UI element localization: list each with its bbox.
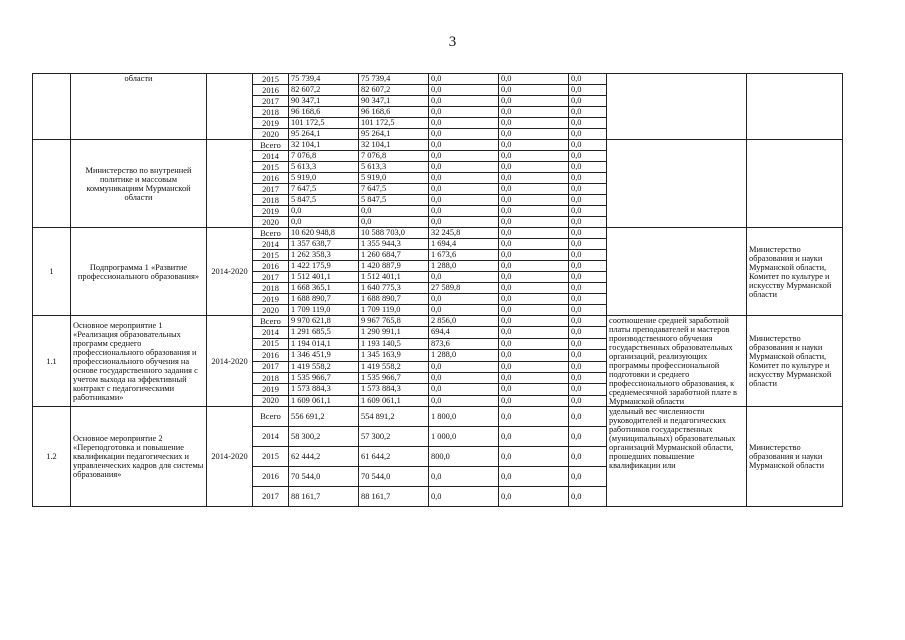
amount-cell: 800,0 <box>429 447 499 467</box>
amount-cell: 0,0 <box>499 107 569 118</box>
amount-cell: 75 739,4 <box>359 74 429 85</box>
amount-cell: 0,0 <box>569 327 607 338</box>
amount-cell: 101 172,5 <box>359 118 429 129</box>
year-cell: 2014 <box>253 239 289 250</box>
amount-cell: 873,6 <box>429 338 499 349</box>
amount-cell: 7 076,8 <box>359 151 429 162</box>
amount-cell: 1 000,0 <box>429 427 499 447</box>
amount-cell: 7 076,8 <box>289 151 359 162</box>
year-cell: 2017 <box>253 96 289 107</box>
amount-cell: 1 609 061,1 <box>289 395 359 406</box>
amount-cell: 0,0 <box>569 173 607 184</box>
amount-cell: 0,0 <box>429 85 499 96</box>
amount-cell: 0,0 <box>429 173 499 184</box>
row-number: 1.1 <box>33 316 71 407</box>
amount-cell: 0,0 <box>429 487 499 507</box>
amount-cell: 1 694,4 <box>429 239 499 250</box>
amount-cell: 1 573 884,3 <box>359 384 429 395</box>
year-cell: Всего <box>253 140 289 151</box>
amount-cell: 0,0 <box>499 407 569 427</box>
table-row <box>33 407 843 427</box>
executor-cell: Министерство образования и науки Мурманской области <box>747 407 843 507</box>
amount-cell: 58 300,2 <box>289 427 359 447</box>
amount-cell: 0,0 <box>429 217 499 228</box>
year-cell: 2014 <box>253 427 289 447</box>
amount-cell: 0,0 <box>569 151 607 162</box>
amount-cell: 5 613,3 <box>359 162 429 173</box>
year-cell: 2016 <box>253 173 289 184</box>
amount-cell: 0,0 <box>569 96 607 107</box>
amount-cell: 0,0 <box>499 118 569 129</box>
year-cell: 2015 <box>253 250 289 261</box>
row-number <box>33 74 71 140</box>
table-row <box>33 228 843 239</box>
amount-cell: 0,0 <box>569 305 607 316</box>
amount-cell: 0,0 <box>499 283 569 294</box>
amount-cell: 0,0 <box>499 140 569 151</box>
amount-cell: 101 172,5 <box>289 118 359 129</box>
amount-cell: 0,0 <box>429 272 499 283</box>
amount-cell: 1 260 684,7 <box>359 250 429 261</box>
amount-cell: 0,0 <box>569 140 607 151</box>
amount-cell: 95 264,1 <box>359 129 429 140</box>
amount-cell: 1 688 890,7 <box>289 294 359 305</box>
amount-cell: 1 419 558,2 <box>359 361 429 372</box>
indicator-cell <box>607 74 747 140</box>
amount-cell: 0,0 <box>429 74 499 85</box>
year-cell: 2017 <box>253 184 289 195</box>
executor-cell <box>747 140 843 228</box>
year-cell: 2020 <box>253 305 289 316</box>
amount-cell: 0,0 <box>569 361 607 372</box>
amount-cell: 10 588 703,0 <box>359 228 429 239</box>
amount-cell: 0,0 <box>429 140 499 151</box>
amount-cell: 1 640 775,3 <box>359 283 429 294</box>
amount-cell: 0,0 <box>429 195 499 206</box>
amount-cell: 70 544,0 <box>359 467 429 487</box>
table-row <box>33 316 843 327</box>
year-cell: 2014 <box>253 151 289 162</box>
amount-cell: 5 847,5 <box>289 195 359 206</box>
amount-cell: 0,0 <box>569 283 607 294</box>
amount-cell: 1 609 061,1 <box>359 395 429 406</box>
amount-cell: 1 668 365,1 <box>289 283 359 294</box>
amount-cell: 32 104,1 <box>289 140 359 151</box>
amount-cell: 0,0 <box>569 372 607 383</box>
amount-cell: 9 970 621,8 <box>289 316 359 327</box>
implementation-period: 2014-2020 <box>207 316 253 407</box>
amount-cell: 0,0 <box>499 338 569 349</box>
amount-cell: 0,0 <box>499 74 569 85</box>
year-cell: 2020 <box>253 395 289 406</box>
amount-cell: 1 709 119,0 <box>359 305 429 316</box>
table-row <box>33 140 843 151</box>
amount-cell: 5 919,0 <box>289 173 359 184</box>
year-cell: 2018 <box>253 107 289 118</box>
amount-cell: 1 422 175,9 <box>289 261 359 272</box>
year-cell: 2016 <box>253 85 289 96</box>
amount-cell: 61 644,2 <box>359 447 429 467</box>
amount-cell: 0,0 <box>499 372 569 383</box>
amount-cell: 0,0 <box>429 372 499 383</box>
amount-cell: 1 291 685,5 <box>289 327 359 338</box>
amount-cell: 0,0 <box>569 338 607 349</box>
amount-cell: 5 613,3 <box>289 162 359 173</box>
amount-cell: 0,0 <box>429 96 499 107</box>
implementation-period <box>207 140 253 228</box>
amount-cell: 0,0 <box>569 107 607 118</box>
budget-table <box>32 73 843 507</box>
amount-cell: 0,0 <box>429 395 499 406</box>
amount-cell: 0,0 <box>429 361 499 372</box>
indicator-cell: соотношение средней заработной платы преподавателей и мастеров производственного обучения государственных образовательных организаций, реализующих программы профессиональной подготовки и среднего профессионального образования, к среднемесячной заработной плате в Мурманской области <box>607 316 747 407</box>
year-cell: Всего <box>253 407 289 427</box>
row-number: 1 <box>33 228 71 316</box>
year-cell: 2015 <box>253 338 289 349</box>
amount-cell: 0,0 <box>569 250 607 261</box>
measure-name: Основное мероприятие 2 «Переподготовка и повышение квалификации педагогических и управленческих кадров для системы образования» <box>71 407 207 507</box>
amount-cell: 0,0 <box>289 206 359 217</box>
table-row <box>33 74 843 85</box>
amount-cell: 10 620 948,8 <box>289 228 359 239</box>
year-cell: 2016 <box>253 350 289 361</box>
amount-cell: 0,0 <box>499 395 569 406</box>
amount-cell: 0,0 <box>429 294 499 305</box>
amount-cell: 1 290 991,1 <box>359 327 429 338</box>
amount-cell: 9 967 765,8 <box>359 316 429 327</box>
amount-cell: 0,0 <box>569 195 607 206</box>
amount-cell: 0,0 <box>429 162 499 173</box>
year-cell: 2019 <box>253 118 289 129</box>
amount-cell: 1 345 163,9 <box>359 350 429 361</box>
amount-cell: 95 264,1 <box>289 129 359 140</box>
indicator-cell <box>607 140 747 228</box>
year-cell: Всего <box>253 228 289 239</box>
amount-cell: 0,0 <box>569 184 607 195</box>
amount-cell: 82 607,2 <box>289 85 359 96</box>
year-cell: 2015 <box>253 74 289 85</box>
measure-name: Основное мероприятие 1 «Реализация образовательных программ среднего профессионального образования и профессионального обучения на основе государственного задания с учетом выхода на эффективный контракт с педагогическими работниками» <box>71 316 207 407</box>
amount-cell: 0,0 <box>569 74 607 85</box>
amount-cell: 82 607,2 <box>359 85 429 96</box>
amount-cell: 0,0 <box>499 96 569 107</box>
year-cell: 2016 <box>253 467 289 487</box>
amount-cell: 0,0 <box>499 327 569 338</box>
executor-cell: Министерство образования и науки Мурманской области, Комитет по культуре и искусству Мурманской области <box>747 316 843 407</box>
amount-cell: 90 347,1 <box>289 96 359 107</box>
year-cell: 2016 <box>253 261 289 272</box>
amount-cell: 0,0 <box>569 272 607 283</box>
amount-cell: 0,0 <box>499 151 569 162</box>
amount-cell: 0,0 <box>499 129 569 140</box>
year-cell: 2018 <box>253 195 289 206</box>
amount-cell: 0,0 <box>499 195 569 206</box>
amount-cell: 0,0 <box>569 228 607 239</box>
amount-cell: 0,0 <box>429 384 499 395</box>
implementation-period: 2014-2020 <box>207 407 253 507</box>
amount-cell: 0,0 <box>429 206 499 217</box>
amount-cell: 1 262 358,3 <box>289 250 359 261</box>
amount-cell: 0,0 <box>569 162 607 173</box>
indicator-cell <box>607 228 747 316</box>
amount-cell: 57 300,2 <box>359 427 429 447</box>
amount-cell: 0,0 <box>569 206 607 217</box>
amount-cell: 0,0 <box>569 427 607 447</box>
measure-name: Министерство по внутренней политике и массовым коммуникациям Мурманской области <box>71 140 207 228</box>
amount-cell: 1 357 638,7 <box>289 239 359 250</box>
amount-cell: 32 245,8 <box>429 228 499 239</box>
measure-name: Подпрограмма 1 «Развитие профессионального образования» <box>71 228 207 316</box>
indicator-cell: удельный вес численности руководителей и педагогических работников государственных (муниципальных) образовательных организаций Мурманской области, прошедших повышение квалификации или <box>607 407 747 507</box>
amount-cell: 0,0 <box>429 129 499 140</box>
amount-cell: 0,0 <box>289 217 359 228</box>
amount-cell: 1 512 401,1 <box>359 272 429 283</box>
amount-cell: 5 847,5 <box>359 195 429 206</box>
amount-cell: 0,0 <box>569 487 607 507</box>
amount-cell: 1 573 884,3 <box>289 384 359 395</box>
amount-cell: 0,0 <box>569 467 607 487</box>
year-cell: 2017 <box>253 487 289 507</box>
amount-cell: 0,0 <box>569 261 607 272</box>
amount-cell: 0,0 <box>569 118 607 129</box>
amount-cell: 1 673,6 <box>429 250 499 261</box>
year-cell: 2020 <box>253 129 289 140</box>
amount-cell: 1 193 140,5 <box>359 338 429 349</box>
amount-cell: 1 355 944,3 <box>359 239 429 250</box>
amount-cell: 554 891,2 <box>359 407 429 427</box>
amount-cell: 556 691,2 <box>289 407 359 427</box>
year-cell: 2015 <box>253 447 289 467</box>
amount-cell: 1 288,0 <box>429 261 499 272</box>
amount-cell: 1 288,0 <box>429 350 499 361</box>
amount-cell: 0,0 <box>569 384 607 395</box>
year-cell: Всего <box>253 316 289 327</box>
year-cell: 2019 <box>253 206 289 217</box>
year-cell: 2017 <box>253 272 289 283</box>
year-cell: 2017 <box>253 361 289 372</box>
measure-name: области <box>71 74 207 140</box>
executor-cell: Министерство образования и науки Мурманской области, Комитет по культуре и искусству Мурманской области <box>747 228 843 316</box>
amount-cell: 88 161,7 <box>289 487 359 507</box>
year-cell: 2018 <box>253 372 289 383</box>
amount-cell: 1 535 966,7 <box>359 372 429 383</box>
amount-cell: 0,0 <box>429 118 499 129</box>
amount-cell: 32 104,1 <box>359 140 429 151</box>
year-cell: 2019 <box>253 294 289 305</box>
amount-cell: 5 919,0 <box>359 173 429 184</box>
amount-cell: 0,0 <box>499 272 569 283</box>
amount-cell: 0,0 <box>569 316 607 327</box>
amount-cell: 2 856,0 <box>429 316 499 327</box>
amount-cell: 0,0 <box>499 361 569 372</box>
amount-cell: 1 419 558,2 <box>289 361 359 372</box>
amount-cell: 75 739,4 <box>289 74 359 85</box>
amount-cell: 0,0 <box>499 239 569 250</box>
amount-cell: 1 346 451,9 <box>289 350 359 361</box>
implementation-period <box>207 74 253 140</box>
amount-cell: 96 168,6 <box>289 107 359 118</box>
amount-cell: 0,0 <box>499 447 569 467</box>
amount-cell: 62 444,2 <box>289 447 359 467</box>
amount-cell: 0,0 <box>499 217 569 228</box>
amount-cell: 0,0 <box>499 162 569 173</box>
page-number: 3 <box>448 34 457 50</box>
amount-cell: 0,0 <box>569 239 607 250</box>
amount-cell: 0,0 <box>499 427 569 447</box>
amount-cell: 0,0 <box>429 151 499 162</box>
amount-cell: 0,0 <box>569 395 607 406</box>
amount-cell: 694,4 <box>429 327 499 338</box>
amount-cell: 1 420 887,9 <box>359 261 429 272</box>
year-cell: 2014 <box>253 327 289 338</box>
amount-cell: 0,0 <box>569 350 607 361</box>
amount-cell: 0,0 <box>499 261 569 272</box>
amount-cell: 0,0 <box>569 294 607 305</box>
amount-cell: 0,0 <box>569 447 607 467</box>
amount-cell: 7 647,5 <box>289 184 359 195</box>
amount-cell: 0,0 <box>499 467 569 487</box>
amount-cell: 1 800,0 <box>429 407 499 427</box>
executor-cell <box>747 74 843 140</box>
amount-cell: 0,0 <box>499 384 569 395</box>
amount-cell: 27 589,8 <box>429 283 499 294</box>
year-cell: 2018 <box>253 283 289 294</box>
amount-cell: 7 647,5 <box>359 184 429 195</box>
amount-cell: 0,0 <box>429 107 499 118</box>
amount-cell: 1 688 890,7 <box>359 294 429 305</box>
amount-cell: 70 544,0 <box>289 467 359 487</box>
amount-cell: 0,0 <box>569 85 607 96</box>
year-cell: 2020 <box>253 217 289 228</box>
amount-cell: 0,0 <box>499 250 569 261</box>
amount-cell: 1 194 014,1 <box>289 338 359 349</box>
row-number <box>33 140 71 228</box>
amount-cell: 0,0 <box>499 206 569 217</box>
amount-cell: 0,0 <box>429 305 499 316</box>
amount-cell: 1 535 966,7 <box>289 372 359 383</box>
implementation-period: 2014-2020 <box>207 228 253 316</box>
amount-cell: 1 709 119,0 <box>289 305 359 316</box>
amount-cell: 88 161,7 <box>359 487 429 507</box>
amount-cell: 0,0 <box>499 184 569 195</box>
amount-cell: 0,0 <box>429 184 499 195</box>
amount-cell: 0,0 <box>569 129 607 140</box>
amount-cell: 0,0 <box>499 85 569 96</box>
amount-cell: 90 347,1 <box>359 96 429 107</box>
amount-cell: 0,0 <box>499 228 569 239</box>
amount-cell: 0,0 <box>499 487 569 507</box>
amount-cell: 0,0 <box>499 305 569 316</box>
amount-cell: 0,0 <box>359 206 429 217</box>
amount-cell: 0,0 <box>569 217 607 228</box>
amount-cell: 0,0 <box>499 350 569 361</box>
amount-cell: 96 168,6 <box>359 107 429 118</box>
amount-cell: 0,0 <box>569 407 607 427</box>
year-cell: 2015 <box>253 162 289 173</box>
amount-cell: 1 512 401,1 <box>289 272 359 283</box>
row-number: 1.2 <box>33 407 71 507</box>
year-cell: 2019 <box>253 384 289 395</box>
amount-cell: 0,0 <box>499 316 569 327</box>
amount-cell: 0,0 <box>499 173 569 184</box>
amount-cell: 0,0 <box>429 467 499 487</box>
amount-cell: 0,0 <box>359 217 429 228</box>
amount-cell: 0,0 <box>499 294 569 305</box>
